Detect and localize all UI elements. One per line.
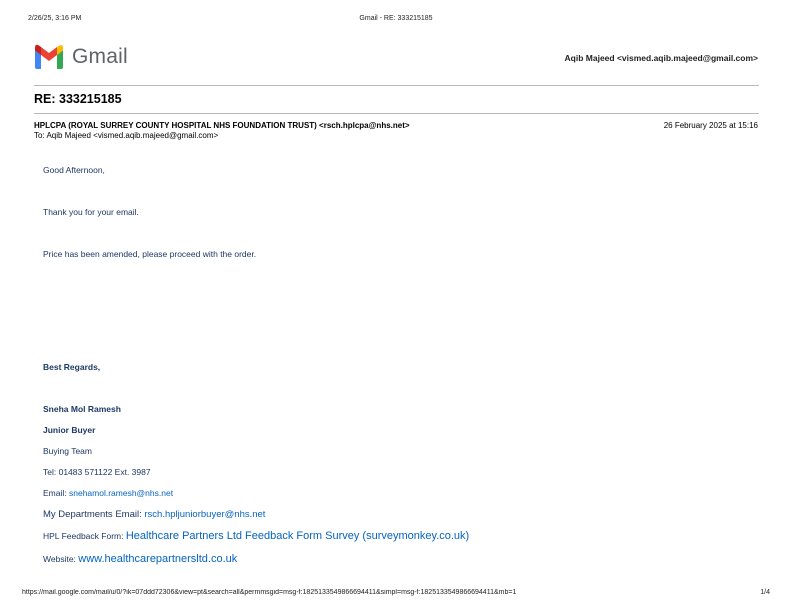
print-url: https://mail.google.com/mail/u/0/?ik=07ddd72306&view=pt&search=all&permmsgid=msg-f:1825133549866694411&simpl=msg-f:1825133549866694411&mb=1	[22, 589, 517, 596]
signature-feedback-link[interactable]: Healthcare Partners Ltd Feedback Form Survey (surveymonkey.co.uk)	[125, 530, 470, 542]
email-recipient: To: Aqib Majeed <vismed.aqib.majeed@gmail.com>	[34, 131, 219, 140]
email-subject: RE: 333215185	[34, 92, 122, 106]
email-greeting: Good Afternoon,	[43, 165, 105, 175]
email-closing: Best Regards,	[43, 362, 101, 372]
gmail-logo-icon	[33, 44, 65, 70]
email-line-price: Price has been amended, please proceed with the order.	[43, 249, 257, 259]
signature-role: Junior Buyer	[43, 425, 96, 435]
gmail-wordmark: Gmail	[72, 45, 128, 68]
signature-website-label: Website:	[43, 554, 79, 564]
subject-divider	[34, 113, 759, 114]
signature-website-link[interactable]: www.healthcarepartnersltd.co.uk	[78, 553, 238, 565]
email-date: 26 February 2025 at 15:16	[663, 121, 758, 130]
account-label: Aqib Majeed <vismed.aqib.majeed@gmail.com>	[564, 53, 758, 63]
signature-tel: Tel: 01483 571122 Ext. 3987	[43, 467, 151, 477]
signature-email-row	[43, 488, 173, 498]
signature-team: Buying Team	[43, 446, 92, 456]
signature-website-row	[43, 553, 237, 565]
email-sender: HPLCPA (ROYAL SURREY COUNTY HOSPITAL NHS FOUNDATION TRUST) <rsch.hplcpa@nhs.net>	[34, 121, 410, 130]
print-page-title: Gmail - RE: 333215185	[359, 15, 433, 22]
signature-dept-link[interactable]: rsch.hpljuniorbuyer@nhs.net	[144, 509, 266, 520]
header-divider	[34, 85, 759, 86]
signature-feedback-label: HPL Feedback Form:	[43, 531, 126, 541]
email-line-thanks: Thank you for your email.	[43, 207, 139, 217]
signature-feedback-row	[43, 530, 469, 542]
print-page-number: 1/4	[760, 589, 770, 596]
signature-email-label: Email:	[43, 488, 69, 498]
signature-email-link[interactable]: snehamol.ramesh@nhs.net	[68, 488, 174, 498]
print-datetime: 2/26/25, 3:16 PM	[28, 15, 82, 22]
signature-dept-label: My Departments Email:	[43, 509, 145, 520]
signature-dept-row	[43, 509, 265, 520]
signature-name: Sneha Mol Ramesh	[43, 404, 121, 414]
